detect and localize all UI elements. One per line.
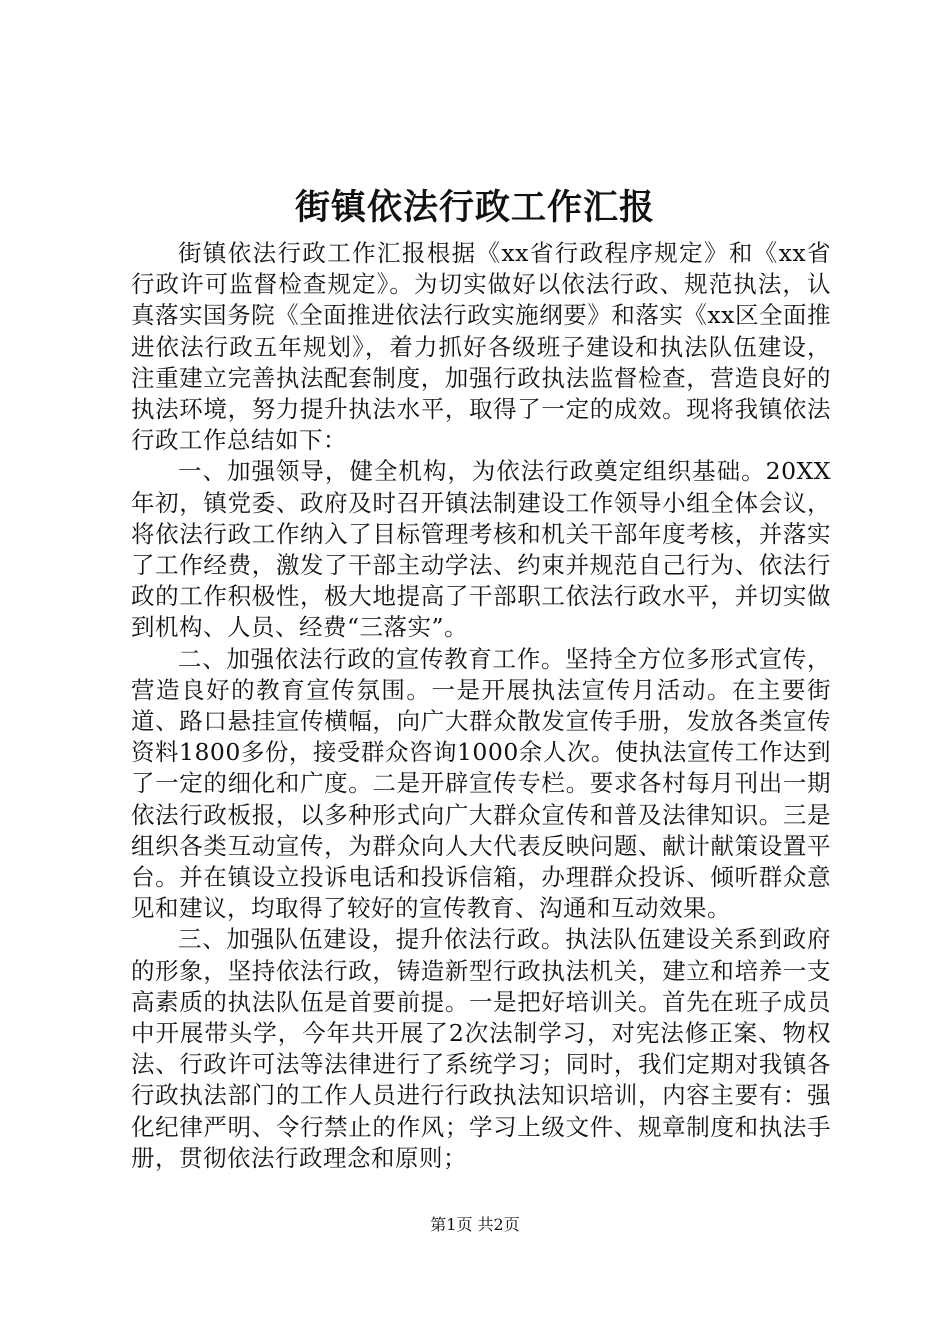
paragraph-intro: 街镇依法行政工作汇报根据《xx省行政程序规定》和《xx省行政许可监督检查规定》。为切实做好以依法行政、规范执法，认真落实国务院《全面推进依法行政实施纲要》和落实《xx区全面推进依法行政五年规划》，着力抓好各级班子建设和执法队伍建设，注重建立完善执法配套制度，加强行政执法监督检查，营造良好的执法环境，努力提升执法水平，取得了一定的成效。现将我镇依法行政工作总结如下： (131, 239, 831, 455)
page-number-footer: 第1页 共2页 (430, 1215, 520, 1234)
paragraph-section-3: 三、加强队伍建设，提升依法行政。执法队伍建设关系到政府的形象，坚持依法行政，铸造新型行政执法机关，建立和培养一支高素质的执法队伍是首要前提。一是把好培训关。首先在班子成员中开展带头学，今年共开展了2次法制学习，对宪法修正案、物权法、行政许可法等法律进行了系统学习；同时，我们定期对我镇各行政执法部门的工作人员进行行政执法知识培训，内容主要有：强化纪律严明、令行禁止的作风；学习上级文件、规章制度和执法手册，贯彻依法行政理念和原则； (131, 925, 831, 1172)
document-body (131, 238, 831, 1174)
paragraph-section-2: 二、加强依法行政的宣传教育工作。坚持全方位多形式宣传，营造良好的教育宣传氛围。一是开展执法宣传月活动。在主要街道、路口悬挂宣传横幅，向广大群众散发宣传手册，发放各类宣传资料1800多份，接受群众咨询1000余人次。使执法宣传工作达到了一定的细化和广度。二是开辟宣传专栏。要求各村每月刊出一期依法行政板报，以多种形式向广大群众宣传和普及法律知识。三是组织各类互动宣传，为群众向人大代表反映问题、献计献策设置平台。并在镇设立投诉电话和投诉信箱，办理群众投诉、倾听群众意见和建议，均取得了较好的宣传教育、沟通和互动效果。 (131, 644, 831, 923)
paragraph-section-1: 一、加强领导，健全机构，为依法行政奠定组织基础。20XX年初，镇党委、政府及时召开镇法制建设工作领导小组全体会议，将依法行政工作纳入了目标管理考核和机关干部年度考核，并落实了工作经费，激发了干部主动学法、约束并规范自己行为、依法行政的工作积极性，极大地提高了干部职工依法行政水平，并切实做到机构、人员、经费“三落实”。 (131, 457, 831, 642)
document-title: 街镇依法行政工作汇报 (294, 187, 655, 228)
